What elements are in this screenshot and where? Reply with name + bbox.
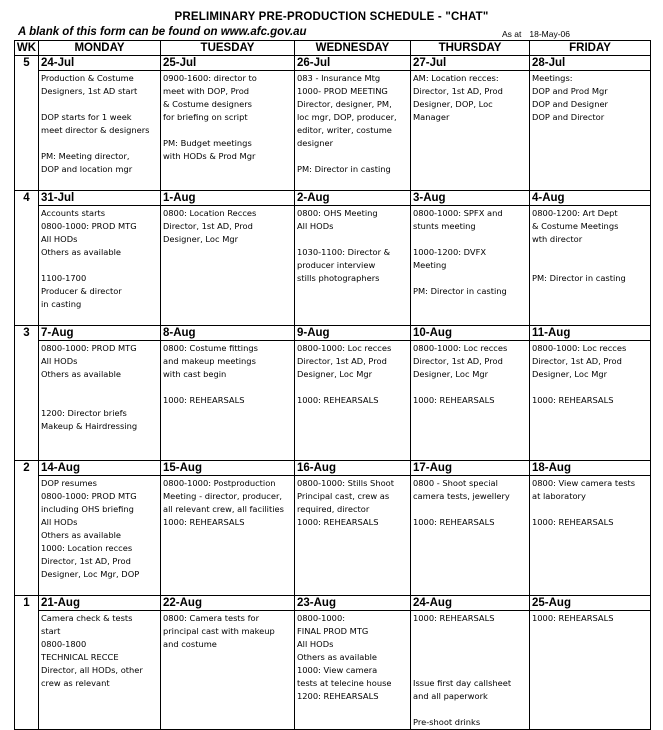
form-source-note: A blank of this form can be found on www.afc.gov.au xyxy=(18,26,307,38)
notes-friday: 0800: View camera tests at laboratory 1000: REHEARSALS xyxy=(530,476,651,596)
col-header-thursday: THURSDAY xyxy=(411,41,530,56)
week-date-row xyxy=(15,461,651,476)
notes-monday: Camera check & tests start 0800-1800 TECHNICAL RECCE Director, all HODs, other crew as relevant xyxy=(39,611,161,730)
date-friday: 25-Aug xyxy=(530,596,651,611)
notes-wednesday: 0800-1000: FINAL PROD MTG All HODs Others as available 1000: View camera tests at telecine house 1200: REHEARSALS xyxy=(295,611,411,730)
notes-wednesday: 0800-1000: Stills Shoot Principal cast, crew as required, director 1000: REHEARSALS xyxy=(295,476,411,596)
notes-tuesday: 0800-1000: Postproduction Meeting - director, producer, all relevant crew, all facilities 1000: REHEARSALS xyxy=(161,476,295,596)
date-tuesday: 15-Aug xyxy=(161,461,295,476)
date-monday: 7-Aug xyxy=(39,326,161,341)
as-at-date: 18-May-06 xyxy=(529,29,571,39)
notes-friday: 0800-1200: Art Dept & Costume Meetings wth director PM: Director in casting xyxy=(530,206,651,326)
notes-monday: Production & Costume Designers, 1st AD start DOP starts for 1 week meet director & designers PM: Meeting director, DOP and location mgr xyxy=(39,71,161,191)
col-header-monday: MONDAY xyxy=(39,41,161,56)
week-notes-row xyxy=(15,71,651,191)
notes-wednesday: 083 - Insurance Mtg 1000- PROD MEETING Director, designer, PM, loc mgr, DOP, producer, editor, writer, costume designer PM: Director in casting xyxy=(295,71,411,191)
date-monday: 24-Jul xyxy=(39,56,161,71)
week-number: 5 xyxy=(15,56,39,191)
week-number: 2 xyxy=(15,461,39,596)
week-date-row xyxy=(15,56,651,71)
notes-tuesday: 0800: Camera tests for principal cast with makeup and costume xyxy=(161,611,295,730)
week-date-row xyxy=(15,326,651,341)
notes-friday: 1000: REHEARSALS xyxy=(530,611,651,730)
week-notes-row xyxy=(15,206,651,326)
date-tuesday: 22-Aug xyxy=(161,596,295,611)
date-monday: 14-Aug xyxy=(39,461,161,476)
week-number: 4 xyxy=(15,191,39,326)
schedule-body xyxy=(15,56,651,730)
week-notes-row xyxy=(15,611,651,730)
notes-thursday: 0800-1000: Loc recces Director, 1st AD, Prod Designer, Loc Mgr 1000: REHEARSALS xyxy=(411,341,530,461)
notes-tuesday: 0900-1600: director to meet with DOP, Prod & Costume designers for briefing on script PM: Budget meetings with HODs & Prod Mgr xyxy=(161,71,295,191)
date-friday: 11-Aug xyxy=(530,326,651,341)
week-date-row xyxy=(15,596,651,611)
notes-wednesday: 0800: OHS Meeting All HODs 1030-1100: Director & producer interview stills photographers xyxy=(295,206,411,326)
as-at-label: As at xyxy=(502,29,522,39)
week-number: 1 xyxy=(15,596,39,730)
col-header-wednesday: WEDNESDAY xyxy=(295,41,411,56)
week-notes-row xyxy=(15,341,651,461)
notes-friday: Meetings: DOP and Prod Mgr DOP and Designer DOP and Director xyxy=(530,71,651,191)
date-wednesday: 23-Aug xyxy=(295,596,411,611)
notes-thursday: AM: Location recces: Director, 1st AD, Prod Designer, DOP, Loc Manager xyxy=(411,71,530,191)
date-thursday: 3-Aug xyxy=(411,191,530,206)
date-friday: 4-Aug xyxy=(530,191,651,206)
col-header-wk: WK xyxy=(15,41,39,56)
date-tuesday: 8-Aug xyxy=(161,326,295,341)
notes-thursday: 0800-1000: SPFX and stunts meeting 1000-1200: DVFX Meeting PM: Director in casting xyxy=(411,206,530,326)
week-notes-row xyxy=(15,476,651,596)
header-row xyxy=(15,41,651,56)
date-tuesday: 25-Jul xyxy=(161,56,295,71)
notes-wednesday: 0800-1000: Loc recces Director, 1st AD, Prod Designer, Loc Mgr 1000: REHEARSALS xyxy=(295,341,411,461)
date-thursday: 17-Aug xyxy=(411,461,530,476)
date-friday: 28-Jul xyxy=(530,56,651,71)
notes-thursday: 1000: REHEARSALS Issue first day callsheet and all paperwork Pre-shoot drinks xyxy=(411,611,530,730)
notes-thursday: 0800 - Shoot special camera tests, jewellery 1000: REHEARSALS xyxy=(411,476,530,596)
date-monday: 31-Jul xyxy=(39,191,161,206)
date-wednesday: 16-Aug xyxy=(295,461,411,476)
week-number: 3 xyxy=(15,326,39,461)
week-date-row xyxy=(15,191,651,206)
date-wednesday: 26-Jul xyxy=(295,56,411,71)
notes-monday: DOP resumes 0800-1000: PROD MTG including OHS briefing All HODs Others as available 1000: Location recces Director, 1st AD, Prod Designer, Loc Mgr, DOP xyxy=(39,476,161,596)
date-tuesday: 1-Aug xyxy=(161,191,295,206)
date-wednesday: 2-Aug xyxy=(295,191,411,206)
date-thursday: 24-Aug xyxy=(411,596,530,611)
col-header-friday: FRIDAY xyxy=(530,41,651,56)
date-thursday: 27-Jul xyxy=(411,56,530,71)
date-wednesday: 9-Aug xyxy=(295,326,411,341)
notes-tuesday: 0800: Location Recces Director, 1st AD, Prod Designer, Loc Mgr xyxy=(161,206,295,326)
schedule-table xyxy=(14,40,651,730)
date-thursday: 10-Aug xyxy=(411,326,530,341)
date-monday: 21-Aug xyxy=(39,596,161,611)
notes-friday: 0800-1000: Loc recces Director, 1st AD, Prod Designer, Loc Mgr 1000: REHEARSALS xyxy=(530,341,651,461)
as-at xyxy=(502,29,578,39)
notes-tuesday: 0800: Costume fittings and makeup meetings with cast begin 1000: REHEARSALS xyxy=(161,341,295,461)
page-title: PRELIMINARY PRE-PRODUCTION SCHEDULE - "CHAT" xyxy=(174,11,489,23)
notes-monday: 0800-1000: PROD MTG All HODs Others as available 1200: Director briefs Makeup & Hairdressing xyxy=(39,341,161,461)
date-friday: 18-Aug xyxy=(530,461,651,476)
notes-monday: Accounts starts 0800-1000: PROD MTG All HODs Others as available 1100-1700 Producer & director in casting xyxy=(39,206,161,326)
col-header-tuesday: TUESDAY xyxy=(161,41,295,56)
